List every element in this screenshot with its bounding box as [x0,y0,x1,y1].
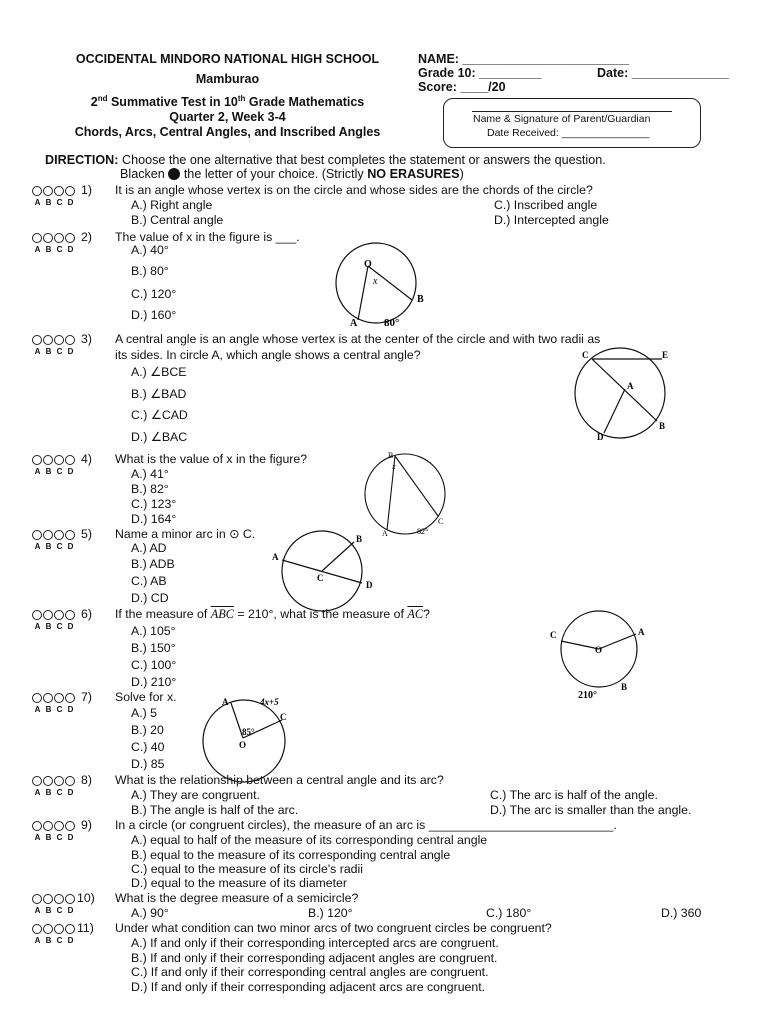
option-a[interactable]: A.) ∠BCE [131,365,187,379]
answer-bubble-c[interactable] [54,335,64,345]
bubble-letter: C [56,936,63,945]
bubble-letter: C [56,467,63,476]
option-a[interactable]: A.) equal to half of the measure of its corresponding central angle [131,833,488,847]
bubble-letters [32,467,76,476]
question-text: Under what condition can two minor arcs of two congruent circles be congruent? [115,921,552,935]
option-d[interactable]: D.) If and only if their corresponding adjacent arcs are congruent. [131,980,486,994]
answer-bubble-a[interactable] [32,821,42,831]
option-c[interactable]: C.) 100° [131,658,177,672]
school-town: Mamburao [195,72,260,86]
option-a[interactable]: A.) 90° [131,906,169,920]
bubble-letters [32,833,76,842]
name-field[interactable]: NAME: ________________________ [418,52,630,66]
answer-bubble-a[interactable] [32,455,42,465]
q2-label-arc: 80° [384,317,400,329]
quarter-label: Quarter 2, Week 3-4 [169,110,286,124]
answer-bubble-b[interactable] [43,186,53,196]
answer-bubble-b[interactable] [43,610,53,620]
filled-bubble-icon [168,168,180,180]
bubble-letter: C [56,833,63,842]
question-text: Name a minor arc in ⊙ C. [115,527,256,541]
q6-label-a: A [638,627,645,637]
bubble-letters [32,788,76,797]
bubble-letters [32,705,76,714]
bubble-letter: A [34,467,41,476]
answer-bubble-d[interactable] [65,821,75,831]
bubble-letter: A [34,705,41,714]
bubble-letter: D [67,936,74,945]
question-number: 2) [81,230,92,244]
answer-bubbles [32,821,75,831]
q4-label-x: x [392,462,396,471]
answer-bubble-b[interactable] [43,335,53,345]
option-c[interactable]: C.) If and only if their corresponding central angles are congruent. [131,965,489,979]
option-b[interactable]: B.) 82° [131,482,169,496]
answer-bubble-d[interactable] [65,693,75,703]
question-number: 4) [81,452,92,466]
answer-bubble-d[interactable] [65,186,75,196]
q4-label-arc: 82° [417,527,429,536]
bubble-letter: A [34,788,41,797]
answer-bubble-b[interactable] [43,233,53,243]
answer-bubble-b[interactable] [43,530,53,540]
bubble-letter: D [67,542,74,551]
option-a[interactable]: A.) 41° [131,467,169,481]
answer-bubble-c[interactable] [54,610,64,620]
q3-circle-figure [570,346,680,442]
answer-bubble-b[interactable] [43,776,53,786]
bubble-letter: C [56,347,63,356]
question-number: 10) [77,891,95,905]
score-field[interactable]: Score: ____/20 [418,80,506,94]
bubble-letter: B [45,705,52,714]
bubble-letter: C [56,622,63,631]
answer-bubbles [32,776,75,786]
bubble-letter: D [67,467,74,476]
question-number: 11) [77,921,94,935]
q6-label-o: O [595,645,603,655]
q5-label-a: A [272,552,279,562]
bubble-letters [32,198,76,207]
q7-label-o: O [239,740,247,750]
question-number: 8) [81,773,92,787]
option-c[interactable]: C.) Inscribed angle [494,198,598,212]
answer-bubble-a[interactable] [32,233,42,243]
answer-bubble-a[interactable] [32,693,42,703]
q4-label-c: C [438,517,444,526]
option-c[interactable]: C.) 40 [131,740,165,754]
bubble-letter: A [34,347,41,356]
bubble-letter: B [45,198,52,207]
arc-notation: $\overline{ABC}$ [210,607,234,621]
answer-bubble-a[interactable] [32,776,42,786]
question-text: Solve for x. [115,690,177,704]
bubble-letter: B [45,542,52,551]
answer-bubbles [32,610,75,620]
question-number: 5) [81,527,92,541]
answer-bubble-c[interactable] [54,455,64,465]
option-d[interactable]: D.) 85 [131,757,165,771]
answer-bubble-a[interactable] [32,610,42,620]
question-number: 6) [81,607,92,621]
answer-bubble-a[interactable] [32,186,42,196]
question-number: 3) [81,332,92,346]
bubble-letter: C [56,198,63,207]
q3-label-c: C [582,350,589,360]
signature-label: Name & Signature of Parent/Guardian [473,113,651,125]
q6-label-arc: 210° [578,690,597,700]
answer-bubble-c[interactable] [54,924,64,934]
bubble-letter: A [34,936,41,945]
q2-label-b: B [417,294,424,305]
q5-label-d: D [366,580,373,590]
answer-bubble-d[interactable] [65,335,75,345]
question-number: 9) [81,818,92,832]
question-number: 7) [81,690,92,704]
q7-label-a: A [222,697,229,707]
answer-bubble-c[interactable] [54,186,64,196]
bubble-letter: B [45,833,52,842]
q3-label-e: E [662,350,669,360]
answer-bubble-c[interactable] [54,776,64,786]
q7-label-c: C [280,712,287,722]
answer-bubble-c[interactable] [54,894,64,904]
answer-bubble-b[interactable] [43,894,53,904]
bubble-letter: B [45,245,52,254]
option-a[interactable]: A.) 40° [131,243,169,257]
question-number: 1) [81,183,92,197]
option-c[interactable]: C.) The arc is half of the angle. [490,788,658,802]
answer-bubble-d[interactable] [65,776,75,786]
option-d[interactable]: D.) Intercepted angle [494,213,609,227]
question-text: If the measure of $\overline{ABC} = 210^\circ$, what is the measure of $\overline{AC}$? [115,607,430,621]
parent-signature-box[interactable] [443,98,701,148]
q3-label-d: D [597,432,604,442]
bubble-letters [32,936,76,945]
option-a[interactable]: A.) AD [131,541,167,555]
bubble-letter: C [56,542,63,551]
answer-bubbles [32,530,75,540]
option-c[interactable]: C.) AB [131,574,167,588]
question-text-line-2: its sides. In circle A, which angle shows a central angle? [115,348,421,362]
direction-line-2: Blacken the letter of your choice. (Strictly NO ERASURES) [120,167,464,181]
option-d[interactable]: D.) CD [131,591,169,605]
bubble-letters [32,622,76,631]
q5-label-c: C [317,573,324,583]
option-b[interactable]: B.) 80° [131,264,169,278]
q3-label-a: A [627,381,634,391]
answer-bubble-d[interactable] [65,455,75,465]
option-d[interactable]: D.) equal to the measure of its diameter [131,876,347,890]
bubble-letter: B [45,906,52,915]
bubble-letter: B [45,467,52,476]
option-d[interactable]: D.) The arc is smaller than the angle. [490,803,692,817]
bubble-letters [32,906,76,915]
answer-bubble-a[interactable] [32,924,42,934]
question-text: What is the relationship between a central angle and its arc? [115,773,444,787]
answer-bubble-c[interactable] [54,233,64,243]
option-d[interactable]: D.) 164° [131,512,177,526]
answer-bubble-d[interactable] [65,610,75,620]
q6-label-c: C [550,630,557,640]
bubble-letter: D [67,245,74,254]
option-a[interactable]: A.) 5 [131,706,157,720]
answer-bubble-a[interactable] [32,335,42,345]
option-a[interactable]: A.) If and only if their corresponding intercepted arcs are congruent. [131,936,499,950]
answer-bubble-d[interactable] [65,233,75,243]
option-b[interactable]: B.) ∠BAD [131,387,187,401]
option-a[interactable]: A.) Right angle [131,198,213,212]
option-c[interactable]: C.) 120° [131,287,177,301]
option-d[interactable]: D.) ∠BAC [131,430,188,444]
question-text: What is the value of x in the figure? [115,452,308,466]
option-c[interactable]: C.) equal to the measure of its circle's radii [131,862,363,876]
bubble-letter: A [34,622,41,631]
q4-circle-figure [355,452,455,538]
q6-circle-figure [546,610,656,700]
bubble-letter: A [34,833,41,842]
answer-bubbles [32,894,75,904]
answer-bubbles [32,233,75,243]
bubble-letter: B [45,936,52,945]
direction-line-1: DIRECTION: Choose the one alternative that best completes the statement or answers the question. [45,153,606,167]
answer-bubble-c[interactable] [54,821,64,831]
bubble-letter: C [56,906,63,915]
bubble-letter: A [34,542,41,551]
answer-bubbles [32,455,75,465]
answer-bubbles [32,335,75,345]
answer-bubble-c[interactable] [54,530,64,540]
bubble-letter: A [34,245,41,254]
bubble-letter: C [56,245,63,254]
bubble-letter: B [45,788,52,797]
bubble-letter: B [45,622,52,631]
grade-field[interactable]: Grade 10: _________ [418,66,542,80]
option-a[interactable]: A.) They are congruent. [131,788,260,802]
option-b[interactable]: B.) If and only if their corresponding adjacent angles are congruent. [131,951,498,965]
answer-bubble-b[interactable] [43,455,53,465]
bubble-letter: C [56,705,63,714]
answer-bubble-b[interactable] [43,693,53,703]
question-text: A central angle is an angle whose vertex is at the center of the circle and with two radii as [115,332,601,346]
bubble-letter: D [67,622,74,631]
option-b[interactable]: B.) The angle is half of the arc. [131,803,299,817]
q2-circle-figure [328,238,438,330]
option-d[interactable]: D.) 360 [661,906,702,920]
option-c[interactable]: C.) ∠CAD [131,408,188,422]
option-b[interactable]: B.) 20 [131,723,164,737]
answer-bubble-a[interactable] [32,530,42,540]
q2-label-o: O [364,259,372,270]
bubble-letter: C [56,788,63,797]
option-b[interactable]: B.) equal to the measure of its corresponding central angle [131,848,451,862]
bubble-letter: D [67,833,74,842]
answer-bubble-a[interactable] [32,894,42,904]
bubble-letters [32,347,76,356]
answer-bubble-b[interactable] [43,924,53,934]
q2-label-a: A [350,318,358,329]
school-name: OCCIDENTAL MINDORO NATIONAL HIGH SCHOOL [75,52,380,66]
question-text: In a circle (or congruent circles), the measure of an arc is ___________________________. [115,818,617,832]
answer-bubbles [32,924,75,934]
bubble-letter: A [34,198,41,207]
bubble-letters [32,542,76,551]
q7-circle-figure [200,694,300,786]
bubble-letter: D [67,788,74,797]
q5-circle-figure [270,528,382,613]
bubble-letter: D [67,705,74,714]
option-d[interactable]: D.) 210° [131,675,177,689]
question-text: What is the degree measure of a semicircle? [115,891,359,905]
q7-label-expr: 4x+5 [260,697,279,707]
answer-bubbles [32,186,75,196]
bubble-letter: D [67,347,74,356]
date-received-label: Date Received: _______________ [487,127,650,139]
date-field[interactable]: Date: ______________ [597,66,730,80]
q5-label-b: B [356,534,363,544]
arc-notation: $\overline{AC}$ [407,607,424,621]
answer-bubble-d[interactable] [65,924,75,934]
question-text: It is an angle whose vertex is on the circle and whose sides are the chords of the circle? [115,183,593,197]
answer-bubble-b[interactable] [43,821,53,831]
answer-bubbles [32,693,75,703]
q7-label-angle: 85° [242,727,255,737]
question-text: The value of x in the figure is ___. [115,230,300,244]
option-c[interactable]: C.) 123° [131,497,177,511]
option-b[interactable]: B.) 150° [131,641,176,655]
q2-label-x: x [373,276,378,287]
answer-bubble-d[interactable] [65,894,75,904]
q4-label-a: A [382,529,388,538]
bubble-letters [32,245,76,254]
q3-label-b: B [659,421,666,431]
bubble-letter: D [67,906,74,915]
topic-label: Chords, Arcs, Central Angles, and Inscribed Angles [74,125,381,139]
bubble-letter: B [45,347,52,356]
bubble-letter: A [34,906,41,915]
bubble-letter: D [67,198,74,207]
option-b[interactable]: B.) Central angle [131,213,224,227]
option-c[interactable]: C.) 180° [486,906,532,920]
q4-label-b: B [388,452,394,460]
q6-label-b: B [621,682,628,692]
test-title: 2nd Summative Test in 10th Grade Mathematics [90,94,365,110]
answer-bubble-d[interactable] [65,530,75,540]
option-d[interactable]: D.) 160° [131,308,177,322]
option-b[interactable]: B.) ADB [131,557,175,571]
option-a[interactable]: A.) 105° [131,624,176,638]
option-b[interactable]: B.) 120° [308,906,353,920]
answer-bubble-c[interactable] [54,693,64,703]
